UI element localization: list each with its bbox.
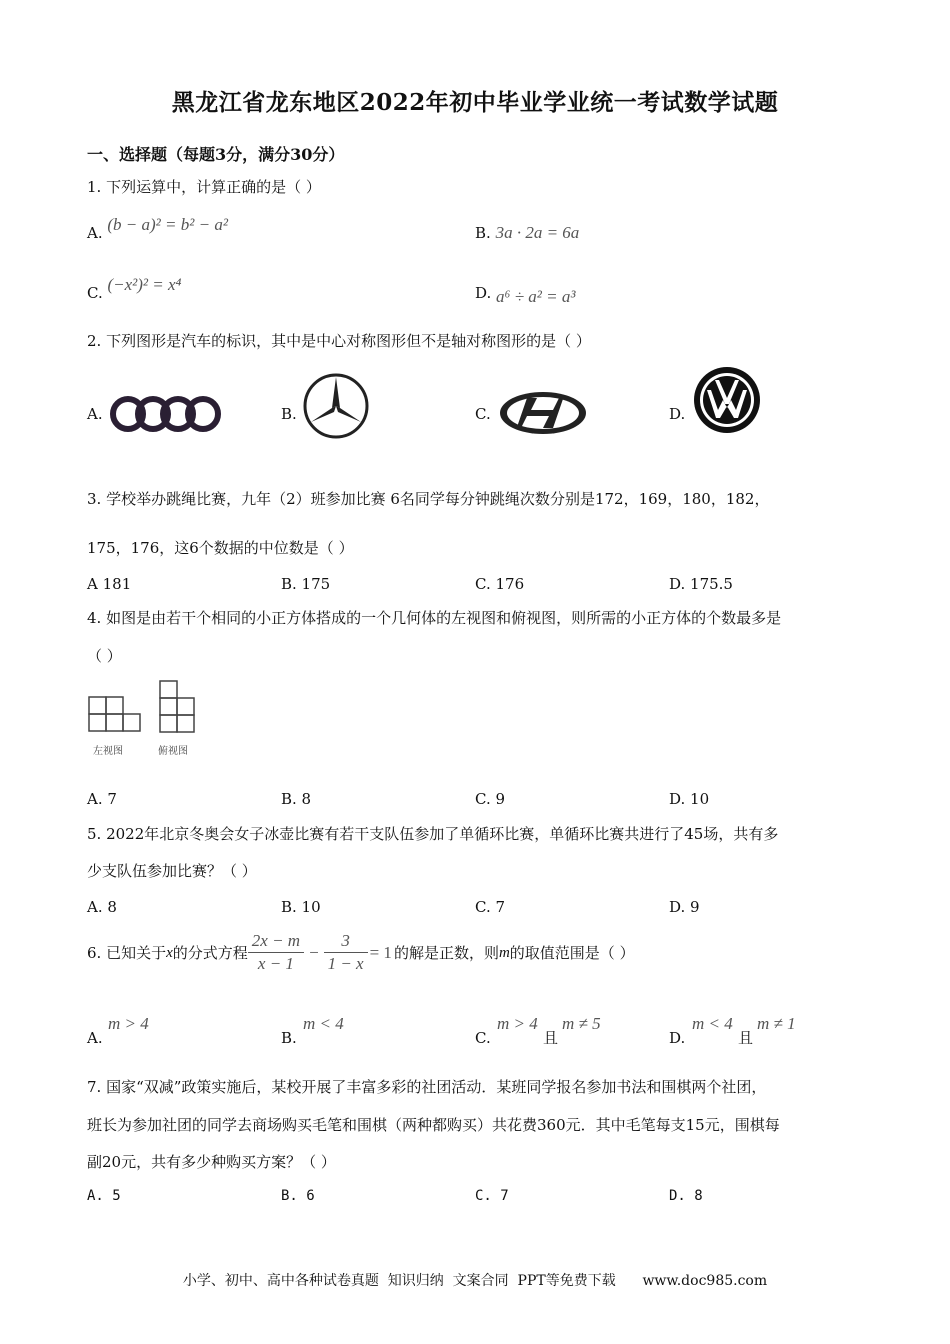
- q6-frac1-denominator: x − 1: [257, 954, 294, 973]
- q2-stem: 2. 下列图形是汽车的标识，其中是中心对称图形但不是轴对称图形的是（ ）: [87, 332, 591, 350]
- q1-b-label: B.: [475, 224, 491, 242]
- top-view-figure: [157, 679, 199, 735]
- top-view-caption: 俯视图: [158, 746, 188, 757]
- q7-stem-line2: 班长为参加社团的同学去商场购买毛笔和围棋（两种都购买）共花费360元．其中毛笔每支15元，围棋每: [87, 1116, 780, 1134]
- q6-prefix: 6. 已知关于: [87, 943, 167, 962]
- q6-b-expr: m < 4: [303, 1014, 344, 1033]
- q6-b-label: B.: [281, 1029, 297, 1047]
- q6-suffix-a: 的解是正数，则: [393, 943, 499, 962]
- audi-logo-icon: [108, 394, 222, 434]
- q5-option-c: C. 7: [475, 898, 506, 916]
- q3-option-a: A 181: [87, 575, 132, 593]
- q6-c-expr2: m ≠ 5: [562, 1014, 601, 1033]
- q6-fraction-1: [248, 930, 304, 975]
- q2-a-label: A.: [87, 405, 103, 423]
- q6-var-x: x: [166, 944, 173, 961]
- page-title: 黑龙江省龙东地区2022年初中毕业学业统一考试数学试题: [171, 89, 779, 116]
- q6-frac2-denominator: 1 − x: [327, 954, 364, 973]
- hyundai-logo-icon: [497, 389, 589, 437]
- q7-option-d: D. 8: [669, 1188, 703, 1204]
- q1-a-expr: (b − a)² = b² − a²: [107, 215, 228, 234]
- q7-stem-line3: 副20元，共有多少种购买方案？（ ）: [87, 1153, 336, 1171]
- q1-c-label: C.: [87, 284, 103, 302]
- q7-option-b: B. 6: [281, 1188, 315, 1204]
- q6-a-expr: m > 4: [108, 1014, 149, 1033]
- q6-frac2-numerator: 3: [324, 930, 368, 953]
- q3-option-c: C. 176: [475, 575, 525, 593]
- q4-option-c: C. 9: [475, 790, 506, 808]
- q6-d-expr2: m ≠ 1: [757, 1014, 796, 1033]
- q6-d-expr1: m < 4: [692, 1014, 733, 1033]
- q5-stem-line1: 5. 2022年北京冬奥会女子冰壶比赛有若干支队伍参加了单循环比赛，单循环比赛共进行了45场，共有多: [87, 825, 779, 843]
- q1-d-label: D.: [475, 284, 492, 302]
- q3-stem-line1: 3. 学校举办跳绳比赛，九年（2）班参加比赛 6名同学每分钟跳绳次数分别是172，169，180，182，: [87, 490, 770, 508]
- q7-option-c: C. 7: [475, 1188, 509, 1204]
- q4-option-b: B. 8: [281, 790, 312, 808]
- q3-option-b: B. 175: [281, 575, 331, 593]
- q6-stem: [87, 930, 635, 975]
- volkswagen-logo-icon: [693, 366, 761, 434]
- q5-option-d: D. 9: [669, 898, 700, 916]
- q6-fraction-2: [324, 930, 368, 975]
- q5-option-a: A. 8: [87, 898, 117, 916]
- q1-option-a: [87, 215, 228, 244]
- q4-stem-line2: （ ）: [87, 647, 122, 665]
- q6-d-and: 且: [738, 1029, 754, 1047]
- q4-option-d: D. 10: [669, 790, 710, 808]
- q2-c-label: C.: [475, 405, 491, 423]
- mercedes-logo-icon: [302, 372, 370, 440]
- q5-stem-line2: 少支队伍参加比赛？（ ）: [87, 862, 257, 880]
- q6-c-label: C.: [475, 1029, 491, 1047]
- left-view-figure: [87, 695, 143, 735]
- q3-stem-line2: 175，176，这6个数据的中位数是（ ）: [87, 539, 354, 557]
- section-heading: 一、选择题（每题3分，满分30分）: [87, 145, 345, 164]
- q6-c-and: 且: [543, 1029, 559, 1047]
- q1-a-label: A.: [87, 224, 103, 242]
- q6-equals: = 1: [369, 942, 392, 962]
- q6-minus: −: [308, 942, 320, 962]
- q4-option-a: A. 7: [87, 790, 117, 808]
- q1-b-expr: 3a · 2a = 6a: [495, 223, 580, 242]
- q6-d-label: D.: [669, 1029, 686, 1047]
- q6-mid: 的分式方程: [172, 943, 248, 962]
- q2-b-label: B.: [281, 405, 297, 423]
- q1-c-expr: (−x²)² = x⁴: [107, 275, 182, 294]
- q1-d-expr: a⁶ ÷ a² = a³: [496, 287, 576, 306]
- left-view-caption: 左视图: [93, 746, 123, 757]
- q2-d-label: D.: [669, 405, 686, 423]
- q6-a-label: A.: [87, 1029, 103, 1047]
- q6-var-m: m: [498, 944, 510, 961]
- q6-frac1-numerator: 2x − m: [248, 930, 304, 953]
- q6-c-expr1: m > 4: [497, 1014, 538, 1033]
- q1-option-b: [475, 222, 579, 244]
- q6-suffix-b: 的取值范围是（ ）: [509, 943, 635, 962]
- q4-stem-line1: 4. 如图是由若干个相同的小正方体搭成的一个几何体的左视图和俯视图，则所需的小正方体的个数最多是: [87, 609, 782, 627]
- q1-option-c: [87, 275, 182, 304]
- page-footer: 小学、初中、高中各种试卷真题 知识归纳 文案合同 PPT等免费下载 www.doc985.com: [182, 1273, 768, 1289]
- q7-stem-line1: 7. 国家“双减”政策实施后，某校开展了丰富多彩的社团活动．某班同学报名参加书法和围棋两个社团，: [87, 1078, 767, 1096]
- q3-option-d: D. 175.5: [669, 575, 733, 593]
- q1-stem: 1. 下列运算中，计算正确的是（ ）: [87, 178, 321, 196]
- q7-option-a: A. 5: [87, 1188, 121, 1204]
- q5-option-b: B. 10: [281, 898, 321, 916]
- q1-option-d: [475, 282, 575, 304]
